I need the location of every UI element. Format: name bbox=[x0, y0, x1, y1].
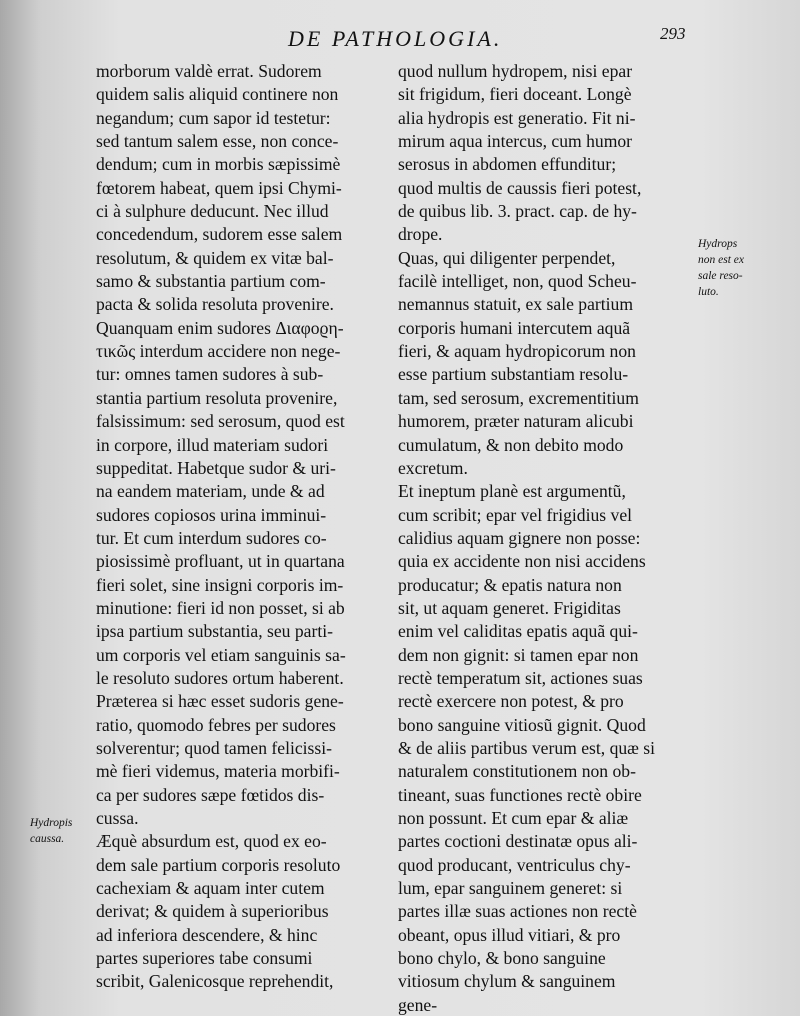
right-column-line: tineant, suas functiones rectè obire bbox=[398, 784, 642, 805]
left-column-line: morborum valdè errat. Sudorem bbox=[96, 61, 322, 81]
right-column-line: partes coctioni destinatæ opus ali- bbox=[398, 831, 638, 852]
left-column-line: fieri solet, sine insigni corporis im- bbox=[96, 574, 344, 595]
left-column-line: concedendum, sudorem esse salem bbox=[96, 224, 343, 245]
left-column-line: resolutum, & quidem ex vitæ bal- bbox=[96, 247, 334, 268]
right-column-line: excretum. bbox=[398, 457, 468, 478]
right-column-line: rectè temperatum sit, actiones suas bbox=[398, 667, 643, 688]
left-column-line: suppeditat. Habetque sudor & uri- bbox=[96, 457, 336, 478]
left-column-line: falsissimum: sed serosum, quod est bbox=[96, 411, 345, 432]
right-column-line: esse partium substantiam resolu- bbox=[398, 364, 629, 385]
right-column-line: sit frigidum, fieri doceant. Longè bbox=[398, 84, 632, 105]
right-column-line: producatur; & epatis natura non bbox=[398, 574, 622, 595]
left-column-line: ipsa partium substantia, seu parti- bbox=[96, 621, 333, 642]
right-column-line: quod multis de caussis fieri potest, bbox=[398, 177, 642, 198]
left-column-line: samo & substantia partium com- bbox=[96, 271, 326, 292]
right-column-line: cum scribit; epar vel frigidius vel bbox=[398, 504, 633, 525]
left-column-line: piosissimè profluant, ut in quartana bbox=[96, 551, 345, 572]
left-column-line: um corporis vel etiam sanguinis sa- bbox=[96, 644, 346, 665]
right-column-line: Quas, qui diligenter perpendet, bbox=[398, 247, 616, 268]
left-column-line: solverentur; quod tamen felicissi- bbox=[96, 737, 332, 758]
left-column-line: ad inferiora descendere, & hinc bbox=[96, 924, 318, 945]
left-column-line: quidem salis aliquid continere non bbox=[96, 84, 339, 105]
left-column-line: na eandem materiam, unde & ad bbox=[96, 481, 325, 502]
right-column-line: nemannus statuit, ex sale partium bbox=[398, 294, 634, 315]
left-column-line: in corpore, illud materiam sudori bbox=[96, 434, 329, 455]
left-column-line: ci à sulphure deducunt. Nec illud bbox=[96, 201, 329, 222]
right-column-line: drope. bbox=[398, 224, 443, 245]
right-column-line: partes illæ suas actiones non rectè bbox=[398, 901, 637, 922]
right-column-line: vitiosum chylum & sanguinem bbox=[398, 971, 616, 992]
left-column-line: negandum; cum sapor id testetur: bbox=[96, 107, 331, 128]
left-column-line: fœtorem habeat, quem ipsi Chymi- bbox=[96, 177, 342, 198]
left-column-line: mè fieri videmus, materia morbifi- bbox=[96, 761, 340, 782]
margin-note-right-line: luto. bbox=[698, 286, 719, 298]
left-column-line: minutione: fieri id non posset, si ab bbox=[96, 597, 345, 618]
left-column-line: stantia partium resoluta provenire, bbox=[96, 387, 338, 408]
left-column-line: tur: omnes tamen sudores à sub- bbox=[96, 364, 324, 385]
margin-note-hydrops bbox=[698, 236, 744, 300]
right-column-line: bono sanguine vitiosũ gignit. Quod bbox=[398, 714, 646, 735]
left-column-line: Præterea si hæc esset sudoris gene- bbox=[96, 691, 344, 712]
right-text-column bbox=[398, 60, 702, 1016]
right-column-line: rectè exercere non potest, & pro bbox=[398, 691, 624, 712]
right-column-line: de quibus lib. 3. pract. cap. de hy- bbox=[398, 201, 637, 222]
right-column-line: lum, epar sanguinem generet: si bbox=[398, 878, 623, 899]
right-column-line: sit, ut aquam generet. Frigiditas bbox=[398, 597, 621, 618]
right-column-line: gene- bbox=[398, 994, 438, 1015]
margin-note-hydropis-caussa bbox=[30, 815, 72, 847]
right-column-line: corporis humani intercutem aquã bbox=[398, 317, 631, 338]
right-column-line: naturalem constitutionem non ob- bbox=[398, 761, 636, 782]
right-column-line: fieri, & aquam hydropicorum non bbox=[398, 341, 636, 362]
left-column-line: sudores copiosos urina imminui- bbox=[96, 504, 327, 525]
left-column-line: τικῶς interdum accidere non nege- bbox=[96, 341, 341, 362]
left-column-line: derivat; & quidem à superioribus bbox=[96, 901, 329, 922]
right-column-line: humorem, præter naturam alicubi bbox=[398, 411, 634, 432]
left-column-line: scribit, Galenicosque reprehendit, bbox=[96, 971, 334, 992]
left-column-line: dem sale partium corporis resoluto bbox=[96, 854, 341, 875]
left-column-line: le resoluto sudores ortum haberent. bbox=[96, 667, 344, 688]
right-column-line: tam, sed serosum, excrementitium bbox=[398, 387, 639, 408]
right-column-line: quod producant, ventriculus chy- bbox=[398, 854, 631, 875]
right-column-line: serosus in abdomen effunditur; bbox=[398, 154, 617, 175]
left-column-line: cachexiam & aquam inter cutem bbox=[96, 878, 325, 899]
left-column-line: ca per sudores sæpe fœtidos dis- bbox=[96, 784, 325, 805]
right-column-line: enim vel caliditas epatis aquã qui- bbox=[398, 621, 638, 642]
right-column-line: dem non gignit: si tamen epar non bbox=[398, 644, 639, 665]
left-column-line: Quanquam enim sudores Διαφοϱη- bbox=[96, 317, 344, 338]
left-column-line: sed tantum salem esse, non conce- bbox=[96, 131, 339, 152]
left-column-line: dendum; cum in morbis sæpissimè bbox=[96, 154, 341, 175]
page-number: 293 bbox=[660, 24, 686, 43]
margin-note-left-line: caussa. bbox=[30, 833, 65, 845]
right-column-line: Et ineptum planè est argumentũ, bbox=[398, 481, 626, 502]
right-column-line: non possunt. Et cum epar & aliæ bbox=[398, 808, 629, 828]
left-text-column bbox=[96, 60, 396, 994]
left-column-line: partes superiores tabe consumi bbox=[96, 948, 313, 969]
left-column-line: pacta & solida resoluta provenire. bbox=[96, 294, 334, 315]
right-column-line: mirum aqua intercus, cum humor bbox=[398, 131, 633, 152]
right-column-line: quia ex accidente non nisi accidens bbox=[398, 551, 646, 572]
margin-note-right-line: sale reso- bbox=[698, 270, 743, 282]
right-column-line: quod nullum hydropem, nisi epar bbox=[398, 61, 633, 81]
left-column-line: tur. Et cum interdum sudores co- bbox=[96, 527, 327, 548]
margin-note-right-line: non est ex bbox=[698, 254, 744, 266]
right-column-line: bono chylo, & bono sanguine bbox=[398, 948, 606, 969]
right-column-line: & de aliis partibus verum est, quæ si bbox=[398, 737, 656, 758]
margin-note-right-line: Hydrops bbox=[698, 238, 738, 250]
left-column-line: cussa. bbox=[96, 808, 139, 828]
right-column-line: calidius aquam gignere non posse: bbox=[398, 527, 641, 548]
left-column-line: ratio, quomodo febres per sudores bbox=[96, 714, 336, 735]
margin-note-left-line: Hydropis bbox=[30, 817, 73, 829]
right-column-line: facilè intelliget, non, quod Scheu- bbox=[398, 271, 637, 292]
left-column-line: Æquè absurdum est, quod ex eo- bbox=[96, 831, 327, 852]
right-column-line: cumulatum, & non debito modo bbox=[398, 434, 624, 455]
right-column-line: obeant, opus illud vitiari, & pro bbox=[398, 924, 621, 945]
running-head: DE PATHOLOGIA. bbox=[288, 26, 503, 51]
right-column-line: alia hydropis est generatio. Fit ni- bbox=[398, 107, 636, 128]
